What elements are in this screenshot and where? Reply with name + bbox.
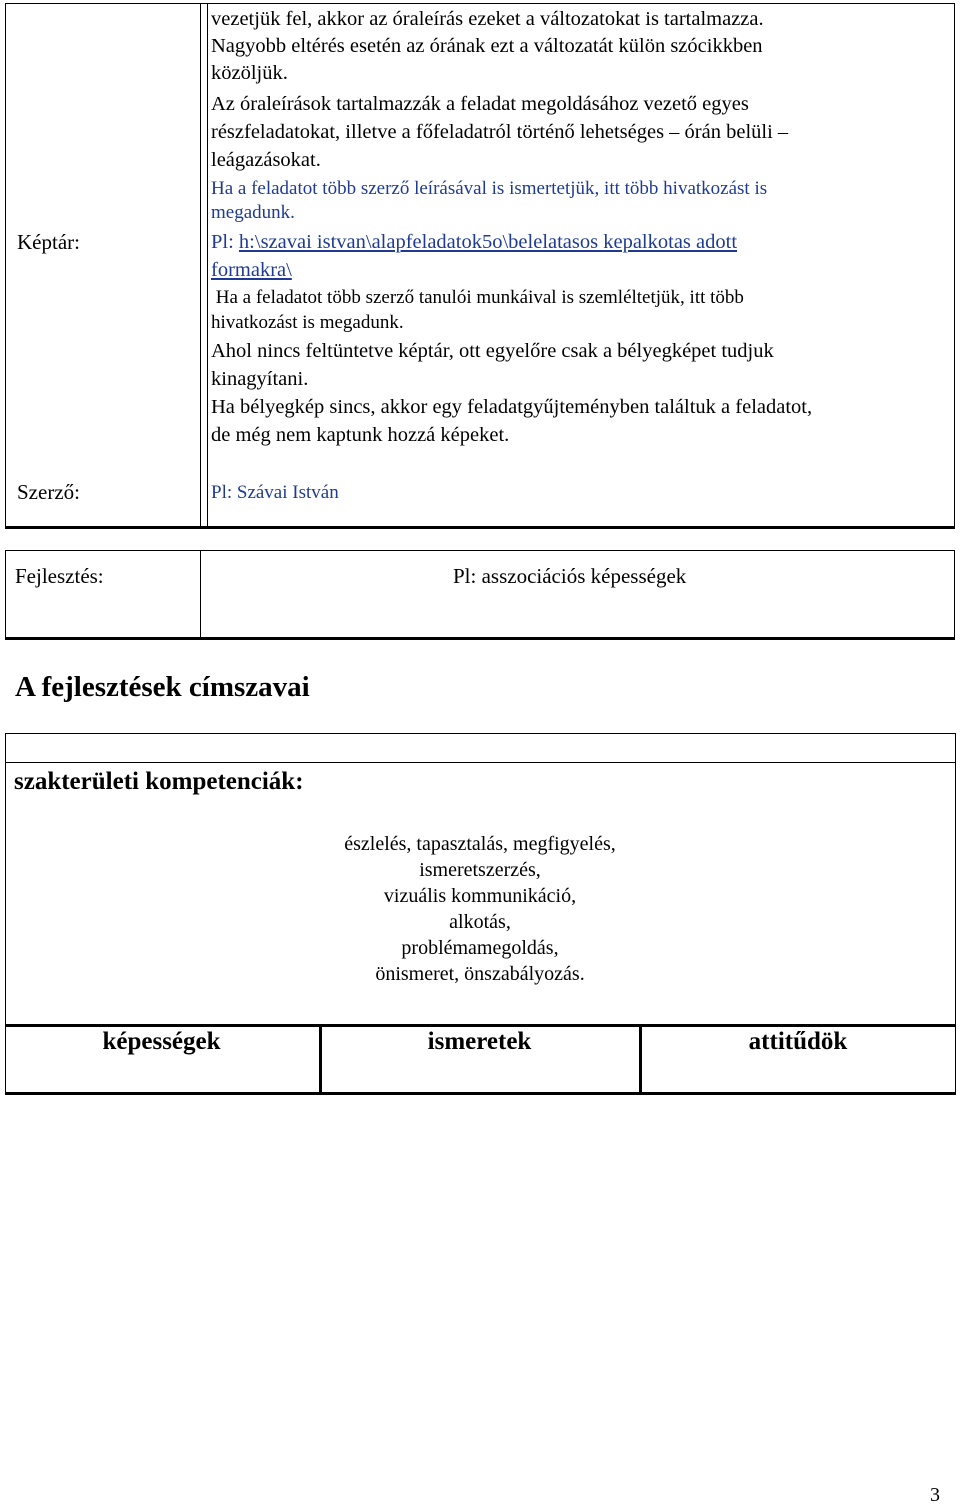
list-item: önismeret, önszabályozás. (375, 963, 585, 985)
row-divider (6, 1024, 955, 1027)
section-title: A fejlesztések címszavai (15, 671, 310, 703)
list-item: ismeretszerzés, (419, 859, 541, 881)
szerzo-value: Pl: Szávai István (211, 482, 339, 503)
column-header-ismeretek: ismeretek (427, 1028, 532, 1055)
text-line: leágazásokat. (211, 149, 321, 171)
text-line: Ha a feladatot több szerző tanulói munkáival is szemléltetjük, itt több (211, 287, 744, 308)
text-line: megadunk. (211, 202, 295, 223)
keptar-label: Képtár: (17, 230, 80, 254)
column-header-kepessegek: képességek (102, 1028, 221, 1055)
fejlesztes-label: Fejlesztés: (15, 564, 104, 588)
text-line: Ha a feladatot több szerző leírásával is ismertetjük, itt több hivatkozást is (211, 178, 768, 199)
folder-link-cont[interactable]: formakra\ (211, 259, 292, 281)
text-line: de még nem kaptunk hozzá képeket. (211, 424, 510, 446)
list-item: vizuális kommunikáció, (383, 885, 577, 907)
text-line: Ha bélyegkép sincs, akkor egy feladatgyűjteményben találtuk a feladatot, (211, 396, 813, 418)
text-line: hivatkozást is megadunk. (211, 312, 404, 333)
list-item: alkotás, (449, 911, 511, 933)
fejlesztes-value: Pl: asszociációs képességek (453, 564, 687, 588)
column-divider (200, 551, 201, 637)
header-bar (6, 734, 955, 763)
folder-link[interactable]: h:\szavai istvan\alapfeladatok5o\belelatasos kepalkotas adott (238, 231, 738, 253)
example-link-line (211, 229, 737, 256)
text-line: kinagyítani. (211, 368, 309, 390)
list-item: problémamegoldás, (401, 937, 559, 959)
competency-heading: szakterületi kompetenciák: (14, 768, 304, 795)
competency-list (5, 831, 955, 987)
szerzo-label: Szerző: (17, 480, 80, 504)
text-line: részfeladatokat, illetve a főfeladatról történő lehetséges – órán belüli – (211, 121, 789, 143)
text-line: Az óraleírások tartalmazzák a feladat megoldásához vezető egyes (211, 93, 749, 115)
text-line: vezetjük fel, akkor az óraleírás ezeket a változatokat is tartalmazza. (211, 8, 764, 30)
page-number: 3 (930, 1484, 940, 1506)
text-line: közöljük. (211, 62, 288, 84)
info-table (5, 3, 955, 529)
text-line: Nagyobb eltérés esetén az órának ezt a változatát külön szócikkben (211, 35, 763, 57)
text-line: Ahol nincs feltüntetve képtár, ott egyelőre csak a bélyegképet tudjuk (211, 340, 774, 362)
list-item: észlelés, tapasztalás, megfigyelés, (344, 833, 616, 855)
column-header-attitudok: attitűdök (748, 1028, 848, 1055)
pl-prefix: Pl: (211, 231, 239, 253)
column-divider (200, 4, 201, 526)
